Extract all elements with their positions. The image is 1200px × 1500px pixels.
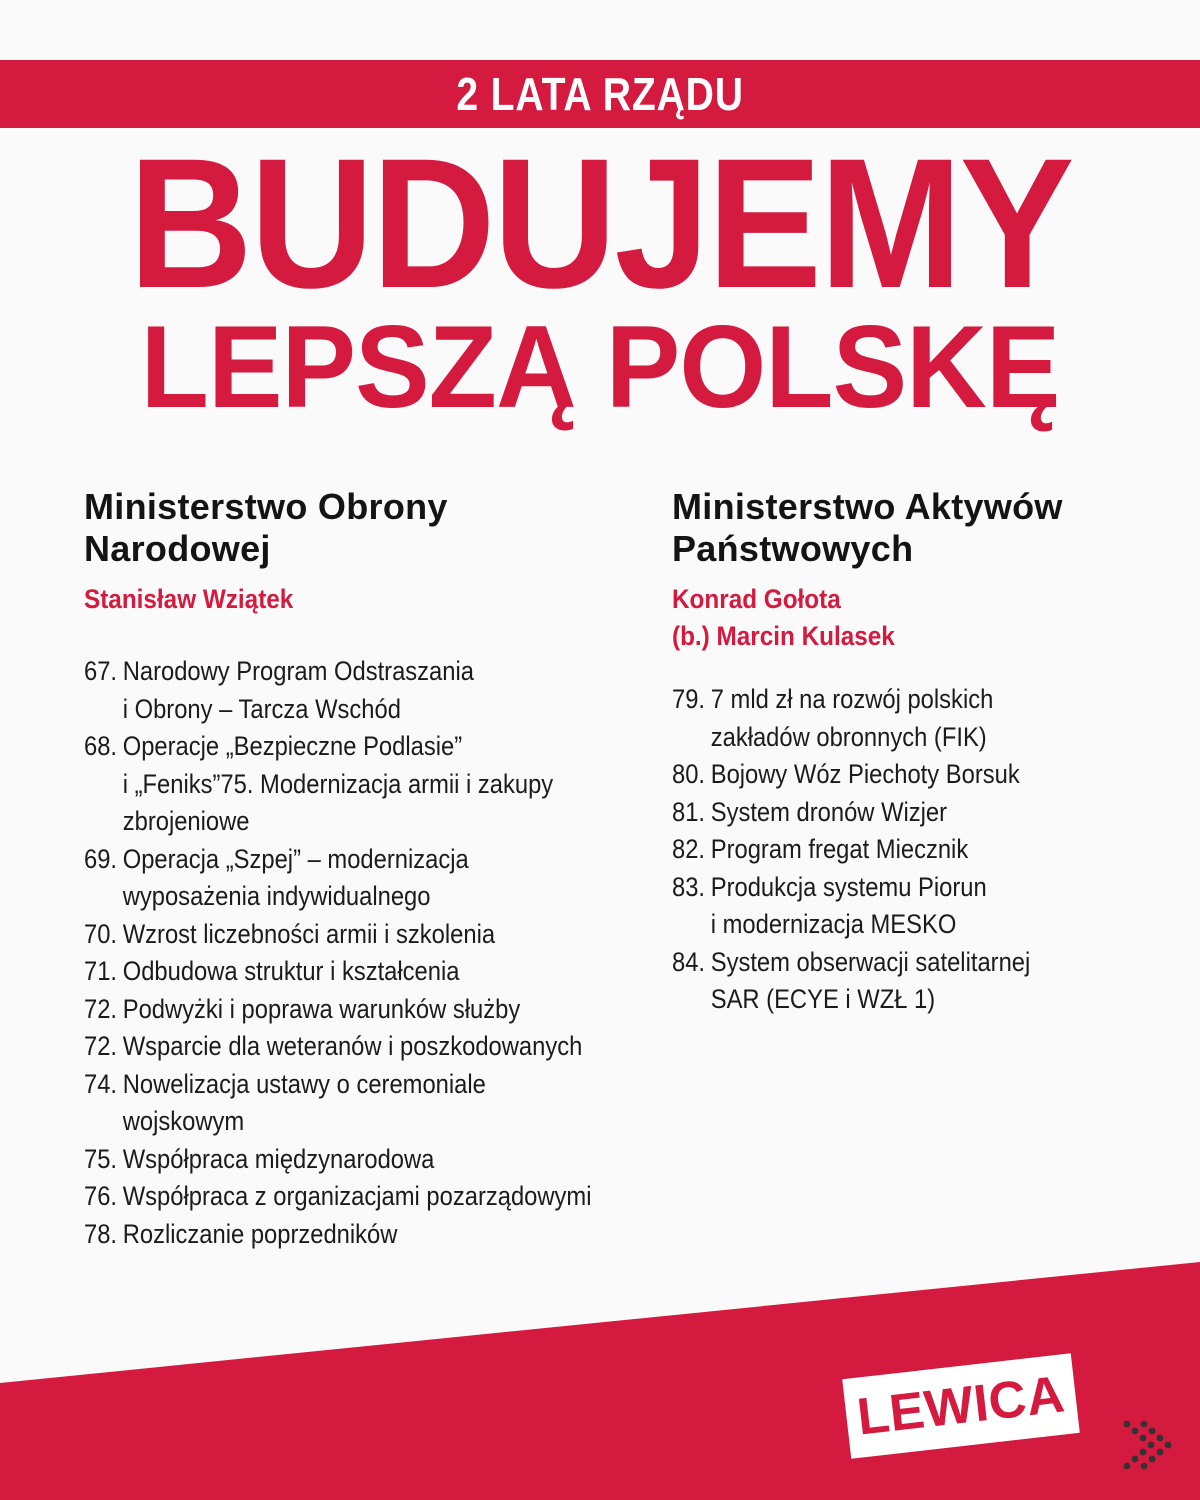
item-text-line: Wzrost liczebności armii i szkolenia xyxy=(122,918,496,949)
item-number: 82. xyxy=(672,834,706,864)
item-text-line: zakładów obronnych (FIK) xyxy=(710,721,987,752)
ministry-heading-line: Ministerstwo Aktywów xyxy=(672,486,1063,527)
list-item xyxy=(84,953,603,991)
title-line-1-text: BUDUJEMY xyxy=(128,121,1072,327)
ministry-heading xyxy=(84,486,674,570)
minister-name: Konrad Gołota xyxy=(672,584,841,614)
ministry-heading-line: Narodowej xyxy=(84,528,271,569)
achievement-list xyxy=(672,681,1130,1019)
minister-name: Stanisław Wziątek xyxy=(84,584,294,614)
item-lines xyxy=(123,1028,603,1066)
list-item xyxy=(672,681,1130,756)
list-item xyxy=(84,916,603,954)
item-text-line: Rozliczanie poprzedników xyxy=(122,1218,398,1249)
item-text-line: Współpraca międzynarodowa xyxy=(122,1143,435,1174)
list-item xyxy=(84,991,603,1029)
column-ministry-of-defense xyxy=(84,486,674,1253)
list-item xyxy=(672,869,1130,944)
item-lines xyxy=(123,1141,603,1179)
item-number: 81. xyxy=(672,796,706,827)
item-number: 84. xyxy=(672,946,706,977)
item-lines xyxy=(123,1178,603,1216)
item-lines xyxy=(123,1216,603,1254)
item-lines xyxy=(123,728,603,841)
item-text-line: Odbudowa struktur i kształcenia xyxy=(122,956,460,986)
ministry-heading-line: Ministerstwo Obrony xyxy=(84,486,448,527)
achievement-list xyxy=(84,653,603,1253)
item-text-line: Program fregat Miecznik xyxy=(710,834,969,864)
item-number: 68. xyxy=(84,731,118,761)
ministry-heading-line: Państwowych xyxy=(672,528,914,569)
item-lines xyxy=(711,831,1130,869)
item-text-line: Narodowy Program Odstraszania xyxy=(122,656,474,686)
minister-name: (b.) Marcin Kulasek xyxy=(672,621,895,651)
item-number: 72. xyxy=(84,1031,118,1061)
item-text-line: 7 mld zł na rozwój polskich xyxy=(710,684,994,714)
item-text-line: SAR (ECYE i WZŁ 1) xyxy=(710,984,936,1014)
item-lines xyxy=(711,944,1130,1019)
item-number: 74. xyxy=(84,1068,118,1099)
minister-names xyxy=(672,581,1140,655)
item-lines xyxy=(123,953,603,991)
list-item xyxy=(84,1216,603,1254)
item-number: 76. xyxy=(84,1181,118,1211)
item-text-line: Współpraca z organizacjami pozarządowymi xyxy=(122,1181,592,1211)
item-text-line: wyposażenia indywidualnego xyxy=(122,881,431,911)
item-number: 78. xyxy=(84,1218,118,1249)
dotted-double-chevron-right-icon xyxy=(1122,1420,1174,1470)
item-number: 79. xyxy=(672,684,706,714)
minister-names xyxy=(84,581,615,618)
list-item xyxy=(84,1178,603,1216)
list-item xyxy=(84,653,603,728)
item-number: 72. xyxy=(84,993,118,1024)
item-text-line: System obserwacji satelitarnej xyxy=(710,946,1031,977)
item-text-line: Operacja „Szpej” – modernizacja xyxy=(122,843,469,874)
item-number: 75. xyxy=(84,1143,118,1174)
list-item xyxy=(672,756,1130,794)
item-lines xyxy=(123,653,603,728)
item-text-line: Podwyżki i poprawa warunków służby xyxy=(122,993,521,1024)
item-lines xyxy=(123,916,603,954)
item-lines xyxy=(711,794,1130,832)
list-item xyxy=(84,728,603,841)
item-lines xyxy=(123,841,603,916)
item-number: 67. xyxy=(84,656,118,686)
item-text-line: System dronów Wizjer xyxy=(710,796,948,827)
item-text-line: wojskowym xyxy=(122,1106,245,1136)
item-number: 71. xyxy=(84,956,118,986)
ministry-heading xyxy=(672,486,1192,570)
list-item xyxy=(84,1141,603,1179)
top-banner-text: 2 LATA RZĄDU xyxy=(456,68,744,120)
item-text-line: i „Feniks”75. Modernizacja armii i zakupy xyxy=(122,768,554,799)
item-lines xyxy=(711,756,1130,794)
list-item xyxy=(672,794,1130,832)
title-line-1 xyxy=(0,118,1200,331)
item-text-line: i Obrony – Tarcza Wschód xyxy=(122,693,401,724)
item-number: 80. xyxy=(672,759,706,789)
column-ministry-of-state-assets xyxy=(672,486,1192,1019)
list-item xyxy=(672,944,1130,1019)
item-text-line: Operacje „Bezpieczne Podlasie” xyxy=(122,731,463,761)
item-text-line: Bojowy Wóz Piechoty Borsuk xyxy=(710,759,1020,789)
title-line-2 xyxy=(0,300,1200,435)
item-number: 69. xyxy=(84,843,118,874)
title-line-2-text: LEPSZĄ POLSKĘ xyxy=(140,301,1060,432)
item-text-line: Wsparcie dla weteranów i poszkodowanych xyxy=(122,1031,583,1061)
item-text-line: Nowelizacja ustawy o ceremoniale xyxy=(122,1068,486,1099)
lewica-logo-text: LEWICA xyxy=(854,1365,1068,1447)
item-text-line: Produkcja systemu Piorun xyxy=(710,871,987,902)
item-number: 83. xyxy=(672,871,706,902)
item-lines xyxy=(711,869,1130,944)
item-number: 70. xyxy=(84,918,118,949)
item-lines xyxy=(711,681,1130,756)
list-item xyxy=(84,841,603,916)
item-text-line: i modernizacja MESKO xyxy=(710,909,957,939)
item-text-line: zbrojeniowe xyxy=(122,806,250,836)
list-item xyxy=(84,1066,603,1141)
list-item xyxy=(84,1028,603,1066)
list-item xyxy=(672,831,1130,869)
item-lines xyxy=(123,991,603,1029)
item-lines xyxy=(123,1066,603,1141)
